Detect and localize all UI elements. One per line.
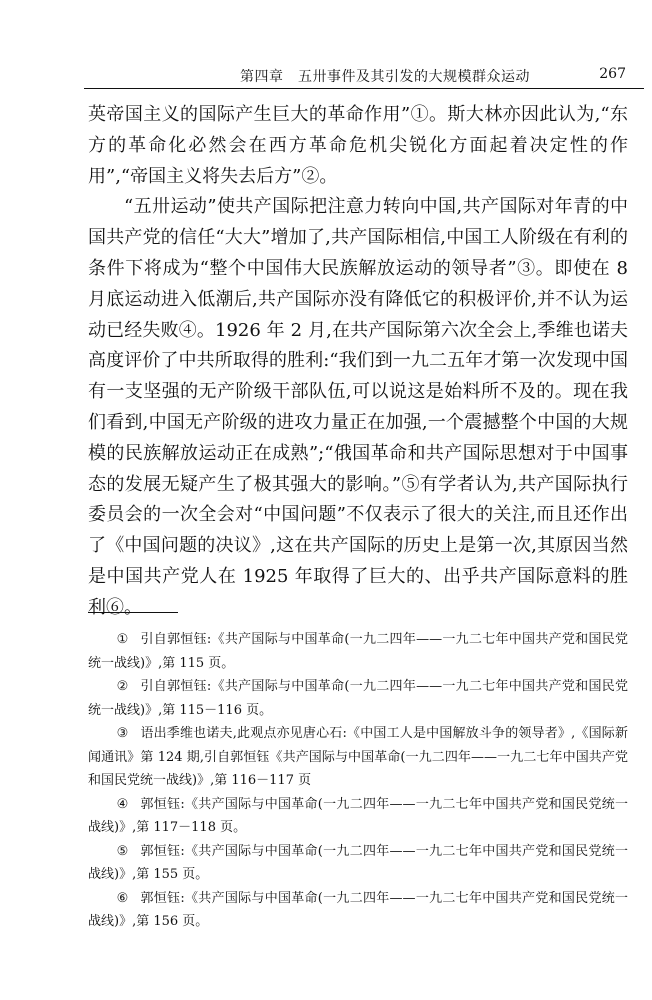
footnote-text: 引自郭恒钰:《共产国际与中国革命(一九二四年——一九二七年中国共产党和国民党统一战线)》,第 115－116 页。 — [88, 679, 629, 718]
footnote-text: 郭恒钰:《共产国际与中国革命(一九二四年——一九二七年中国共产党和国民党统一战线)》,第 156 页。 — [88, 890, 629, 929]
footnote — [88, 722, 628, 793]
footnote — [88, 840, 628, 887]
footnote-text: 语出季维也诺夫,此观点亦见唐心石:《中国工人是中国解放斗争的领导者》,《国际新闻通讯》第 124 期,引自郭恒钰《共产国际与中国革命(一九二四年——一九二七年中国共产党和国民党统一战线)》,第 116－117 页 — [88, 726, 628, 788]
footnote — [88, 675, 628, 722]
footnotes — [88, 628, 628, 934]
footnote-text: 引自郭恒钰:《共产国际与中国革命(一九二四年——一九二七年中国共产党和国民党统一战线)》,第 115 页。 — [88, 632, 629, 671]
paragraph: 英帝国主义的国际产生巨大的革命作用”①。斯大林亦因此认为,“东方的革命化必然会在西方革命危机尖锐化方面起着决定性的作用”,“帝国主义将失去后方”②。 — [88, 104, 628, 187]
chapter-title: 第四章 五卅事件及其引发的大规模群众运动 — [240, 69, 530, 85]
footnote-mark: ⑤ — [116, 843, 129, 859]
footnote-divider — [88, 612, 178, 613]
body-text — [88, 100, 628, 624]
footnote-mark: ⑥ — [116, 890, 129, 906]
footnote-text: 郭恒钰:《共产国际与中国革命(一九二四年——一九二七年中国共产党和国民党统一战线)》,第 155 页。 — [88, 843, 629, 882]
footnote-mark: ④ — [116, 796, 129, 812]
footnote — [88, 887, 628, 934]
header-rule — [84, 88, 644, 89]
paragraph: “五卅运动”使共产国际把注意力转向中国,共产国际对年青的中国共产党的信任“大大”增加了,共产国际相信,中国工人阶级在有利的条件下将成为“整个中国伟大民族解放运动的领导者”③。即使在 8 月底运动进入低潮后,共产国际亦没有降低它的积极评价,并不认为运动已经失败④。1926 年 2 月,在共产国际第六次全会上,季维也诺夫高度评价了中共所取得的胜利:“我们到一九二五年才第一次发现中国有一支坚强的无产阶级干部队伍,可以说这是始料所不及的。现在我们看到,中国无产阶级的进攻力量正在加强,一个震撼整个中国的大规模的民族解放运动正在成熟”;“俄国革命和共产国际思想对于中国事态的发展无疑产生了极其强大的影响。”⑤有学者认为,共产国际执行委员会的一次全会对“中国问题”不仅表示了很大的关注,而且还作出了《中国问题的决议》,这在共产国际的历史上是第一次,其原因当然是中国共产党人在 1925 年取得了巨大的、出乎共产国际意料的胜利⑥。 — [88, 196, 628, 618]
footnote-mark: ② — [116, 679, 129, 694]
footnote — [88, 793, 628, 840]
footnote-mark: ③ — [116, 726, 129, 741]
footnote-text: 郭恒钰:《共产国际与中国革命(一九二四年——一九二七年中国共产党和国民党统一战线)》,第 117－118 页。 — [88, 796, 629, 835]
footnote — [88, 628, 628, 675]
running-header — [84, 58, 644, 84]
footnote-mark: ① — [116, 632, 129, 647]
page-number: 267 — [599, 66, 626, 82]
